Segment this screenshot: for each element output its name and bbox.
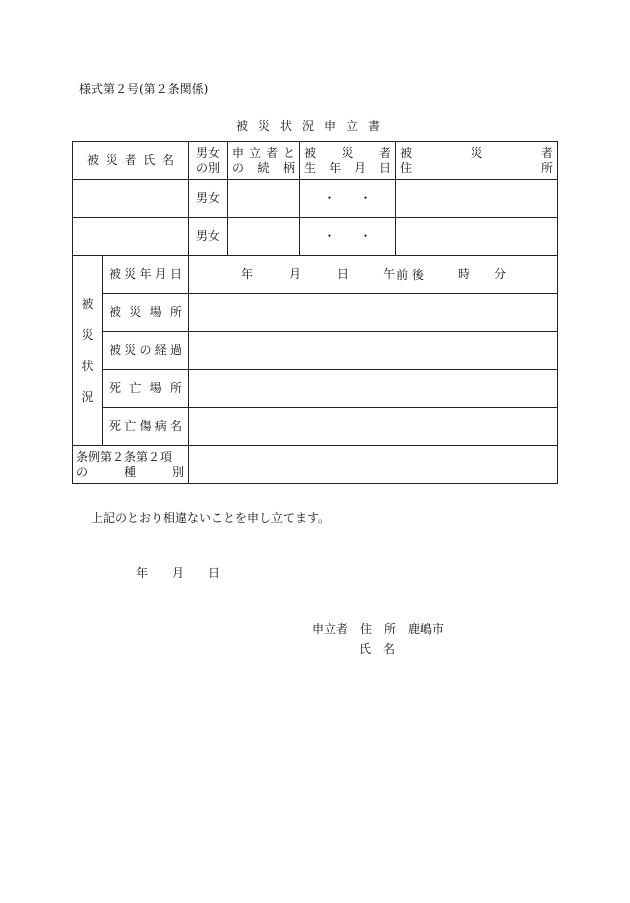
death-cause-field[interactable] bbox=[189, 408, 558, 446]
form-number: 様式第２号(第２条関係) bbox=[79, 82, 209, 96]
disaster-date-label: 被 災 年 月 日 bbox=[103, 256, 189, 294]
disaster-place-label: 被 災 場 所 bbox=[103, 294, 189, 332]
victim-row bbox=[73, 180, 558, 218]
victim-row bbox=[73, 218, 558, 256]
address-value[interactable]: 鹿嶋市 bbox=[408, 622, 445, 636]
death-place-label: 死 亡 場 所 bbox=[103, 370, 189, 408]
sex-field[interactable]: 男女 bbox=[189, 180, 228, 218]
applicant-label: 申立者 bbox=[312, 622, 349, 636]
name-label: 氏 名 bbox=[359, 642, 396, 656]
sex-field[interactable]: 男女 bbox=[189, 218, 228, 256]
applicant-name[interactable] bbox=[359, 640, 395, 657]
application-table bbox=[72, 141, 558, 484]
situation-label: 被 災 状 況 bbox=[73, 256, 103, 446]
signature-date[interactable]: 年 月 日 bbox=[136, 566, 221, 580]
header-sex: 男女 の別 bbox=[189, 142, 228, 180]
document-title: 被災状況申立書 bbox=[236, 119, 391, 133]
disaster-place-field[interactable] bbox=[189, 294, 558, 332]
header-birth-date: 被 災 者 生 年 月 日 bbox=[300, 142, 396, 180]
declaration-statement: 上記のとおり相違ないことを申し立てます。 bbox=[91, 511, 331, 525]
death-place-field[interactable] bbox=[189, 370, 558, 408]
relation-field[interactable] bbox=[228, 180, 300, 218]
disaster-process-field[interactable] bbox=[189, 332, 558, 370]
victim-name-field[interactable] bbox=[73, 180, 189, 218]
address-field[interactable] bbox=[396, 180, 558, 218]
birth-date-field[interactable]: ・ ・ bbox=[300, 218, 396, 256]
death-cause-label: 死 亡 傷 病 名 bbox=[103, 408, 189, 446]
header-address: 被 災 者 住 所 bbox=[396, 142, 558, 180]
header-victim-name: 被 災 者 氏 名 bbox=[73, 142, 189, 180]
address-label: 住 所 bbox=[360, 622, 397, 636]
victim-name-field[interactable] bbox=[73, 218, 189, 256]
applicant-address bbox=[312, 620, 444, 637]
address-field[interactable] bbox=[396, 218, 558, 256]
relation-field[interactable] bbox=[228, 218, 300, 256]
disaster-process-label: 被 災 の 経 過 bbox=[103, 332, 189, 370]
birth-date-field[interactable]: ・ ・ bbox=[300, 180, 396, 218]
ordinance-type-label: 条例第２条第２項 の 種 別 bbox=[73, 446, 189, 484]
ordinance-type-field[interactable] bbox=[189, 446, 558, 484]
header-relation: 申 立 者 と の 続 柄 bbox=[228, 142, 300, 180]
disaster-date-field[interactable]: 年 月 日 午 前 後 時 分 bbox=[189, 256, 558, 294]
